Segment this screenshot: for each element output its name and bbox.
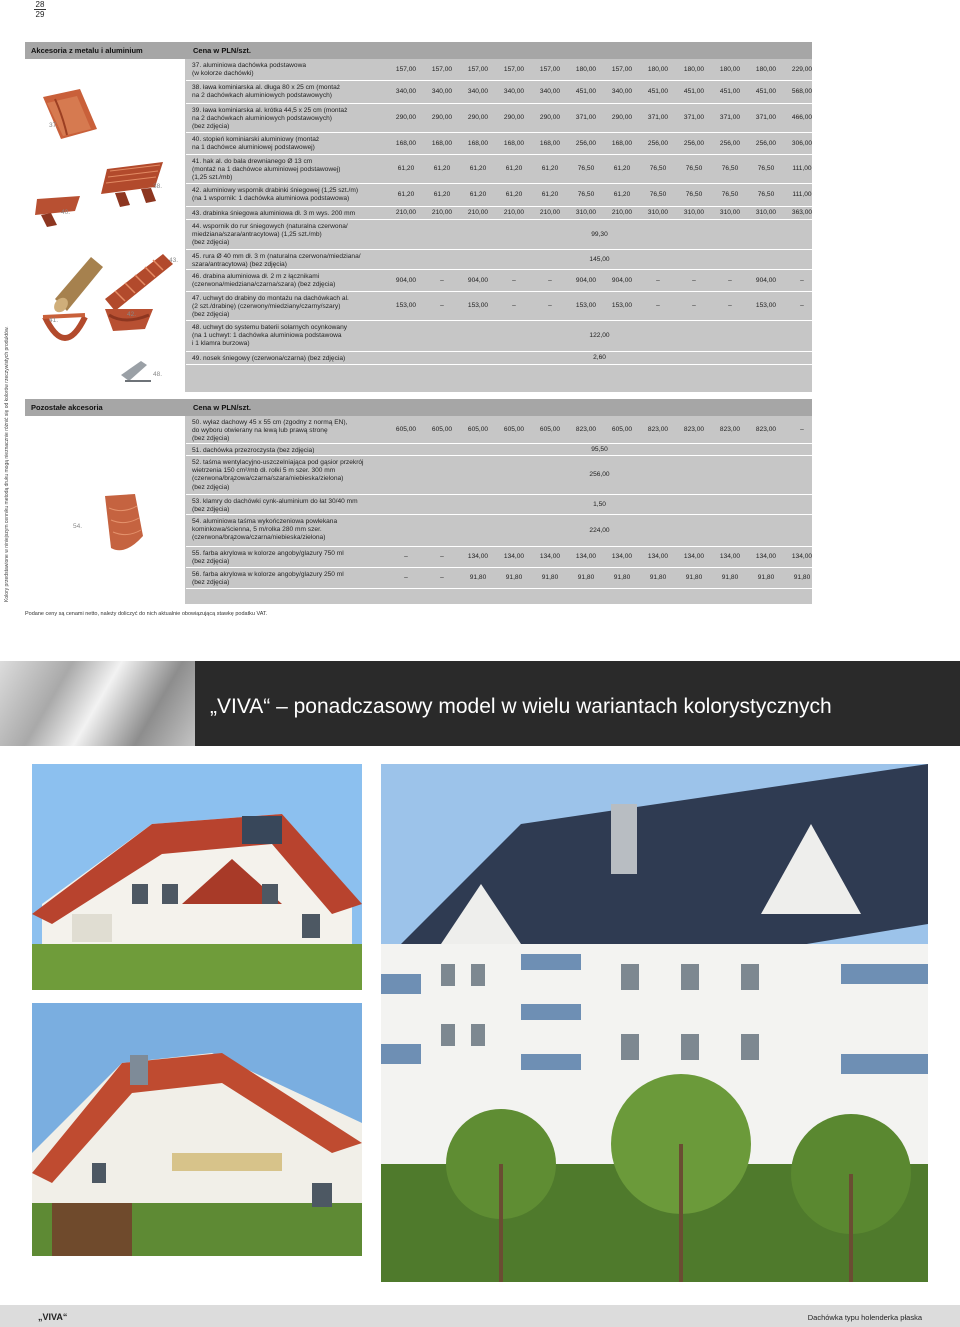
price-cell: 76,50 xyxy=(649,191,667,198)
image-label-37: 37. xyxy=(49,122,59,129)
product-description: 46. drabina aluminiowa dł. 2 m z łącznikami (czerwona/miedziana/czarna/szara) (bez zdjęcia) xyxy=(192,273,336,289)
image-label-48: 48. xyxy=(153,371,163,378)
table-row xyxy=(25,104,812,132)
price-values xyxy=(388,416,811,443)
price-cell: 61,20 xyxy=(397,191,415,198)
other-accessories-table xyxy=(25,399,812,604)
price-cell: 61,20 xyxy=(397,165,415,172)
price-cell: 134,00 xyxy=(467,553,489,560)
price-cell: 340,00 xyxy=(467,88,489,95)
price-cell: 76,50 xyxy=(721,191,739,198)
price-cell: 76,50 xyxy=(757,165,775,172)
price-cell: 168,00 xyxy=(395,140,417,147)
price-cell: 153,00 xyxy=(611,302,633,309)
table-row xyxy=(25,515,812,546)
table-row xyxy=(25,81,812,103)
price-cell: 168,00 xyxy=(431,140,453,147)
price-cell: 340,00 xyxy=(395,88,417,95)
metal-accessories-table xyxy=(25,42,812,392)
banner-title: „VIVA“ – ponadczasowy model w wielu wariantach kolorystycznych xyxy=(210,695,832,718)
price-note: Podane ceny są cenami netto, należy doliczyć do nich aktualnie obowiązującą stawkę podatku VAT. xyxy=(25,611,268,617)
price-cell: 290,00 xyxy=(503,114,525,121)
price-values xyxy=(388,207,811,219)
model-banner xyxy=(0,661,960,746)
price-cell: 605,00 xyxy=(395,426,417,433)
product-description: 39. ława kominiarska al. krótka 44,5 x 25 cm (montaż na 2 dachówkach aluminiowych podstawowych) (bez zdjęcia) xyxy=(192,107,348,131)
table-row xyxy=(25,568,812,588)
price-cell: – xyxy=(440,553,444,560)
price-values xyxy=(388,352,811,364)
price-cell: 134,00 xyxy=(647,553,669,560)
product-description: 55. farba akrylowa w kolorze angoby/glazury 750 ml (bez zdjęcia) xyxy=(192,550,344,566)
price-cell: 904,00 xyxy=(575,277,597,284)
price-cell: 363,00 xyxy=(791,209,813,216)
price-cell: 290,00 xyxy=(539,114,561,121)
price-cell: 153,00 xyxy=(575,302,597,309)
price-cell: 210,00 xyxy=(431,209,453,216)
price-cell: 76,50 xyxy=(649,165,667,172)
price-cell: 61,20 xyxy=(505,165,523,172)
price-cell: 210,00 xyxy=(611,209,633,216)
price-cell: 91,80 xyxy=(577,574,595,581)
table-row xyxy=(25,207,812,219)
table-row xyxy=(25,495,812,514)
price-cell: 76,50 xyxy=(577,191,595,198)
price-cell: 91,80 xyxy=(613,574,631,581)
price-cell: 605,00 xyxy=(467,426,489,433)
price-cell: 76,50 xyxy=(577,165,595,172)
price-cell: – xyxy=(548,277,552,284)
price-cell: 76,50 xyxy=(757,191,775,198)
price-cell: – xyxy=(440,574,444,581)
price-cell: 134,00 xyxy=(539,553,561,560)
table-row xyxy=(25,352,812,364)
price-cell: – xyxy=(548,302,552,309)
solar-holder-image xyxy=(121,361,151,381)
price-values xyxy=(388,568,811,588)
price-cell: 157,00 xyxy=(611,66,633,73)
product-description: 52. taśma wentylacyjno-uszczelniająca pod gąsior przekrój wietrzenia 150 cm²/mb dł. rolki 5 m szer. 300 mm (czerwona/brązowa/czarna/szara/niebieska/zielona) (bez zdjęcia) xyxy=(192,459,364,491)
price-cell: 153,00 xyxy=(395,302,417,309)
price-cell: 76,50 xyxy=(685,165,703,172)
table-row xyxy=(25,250,812,269)
price-cell: – xyxy=(404,553,408,560)
price-cell: – xyxy=(728,302,732,309)
price-values xyxy=(388,444,811,455)
price-values xyxy=(388,220,811,249)
price-cell: 823,00 xyxy=(647,426,669,433)
price-cell: 91,80 xyxy=(541,574,559,581)
price-cell: 371,00 xyxy=(683,114,705,121)
product-description: 44. wspornik do rur śniegowych (naturalna czerwona/ miedziana/szara/antracytowa) (1,25 szt./mb) (bez zdjęcia) xyxy=(192,223,348,247)
price-cell: – xyxy=(512,277,516,284)
price-cell: 61,20 xyxy=(541,191,559,198)
product-description: 40. stopień kominiarski aluminiowy (montaż na 1 dachówce aluminiowej podstawowej) xyxy=(192,136,320,152)
price-values xyxy=(388,104,811,132)
price-cell: – xyxy=(512,302,516,309)
price-cell: 157,00 xyxy=(539,66,561,73)
price-cell: 180,00 xyxy=(575,66,597,73)
price-cell: – xyxy=(440,302,444,309)
footer-product-type: Dachówka typu holenderka płaska xyxy=(807,1313,922,1322)
price-cell: 605,00 xyxy=(503,426,525,433)
price-values xyxy=(388,155,811,183)
price-cell: 134,00 xyxy=(755,553,777,560)
price-values xyxy=(388,456,811,494)
table-row xyxy=(25,184,812,206)
price-cell: 61,20 xyxy=(433,165,451,172)
image-label-54: 54. xyxy=(73,523,83,530)
page-footer xyxy=(0,1305,960,1327)
table-row xyxy=(25,270,812,291)
image-label-40: 40. xyxy=(61,209,71,216)
price-cell: 111,00 xyxy=(792,165,812,172)
price-cell: 823,00 xyxy=(719,426,741,433)
product-description: 48. uchwyt do systemu baterii solarnych ocynkowany (na 1 uchwyt: 1 dachówka aluminiowa podstawowa i 1 klamra burzowa) xyxy=(192,324,348,348)
price-cell: 823,00 xyxy=(755,426,777,433)
metal-sheet-image xyxy=(0,661,195,746)
price-cell: 310,00 xyxy=(755,209,777,216)
price-cell: 371,00 xyxy=(575,114,597,121)
price-values xyxy=(388,321,811,351)
other-section-title: Pozostałe akcesoria xyxy=(31,403,103,412)
row-divider xyxy=(186,364,812,365)
price-cell: 180,00 xyxy=(755,66,777,73)
price-cell: 134,00 xyxy=(683,553,705,560)
price-cell: 76,50 xyxy=(685,191,703,198)
price-cell: 605,00 xyxy=(539,426,561,433)
price-cell: 134,00 xyxy=(719,553,741,560)
price-values xyxy=(388,547,811,567)
price-cell: 61,20 xyxy=(469,165,487,172)
table-row xyxy=(25,220,812,249)
price-cell: 157,00 xyxy=(431,66,453,73)
price-cell: 91,80 xyxy=(793,574,811,581)
price-cell: 134,00 xyxy=(503,553,525,560)
price-cell: 904,00 xyxy=(395,277,417,284)
price-cell: 605,00 xyxy=(611,426,633,433)
table-row xyxy=(25,155,812,183)
product-description: 54. aluminiowa taśma wykończeniowa powlekana kominkowa/ścienna, 5 m/rolka 280 mm szer. (czerwona/brązowa/czarna/niebieska/zielona) xyxy=(192,518,338,542)
price-cell: – xyxy=(404,574,408,581)
photo-house-red-roof xyxy=(32,764,362,990)
product-description: 49. nosek śniegowy (czerwona/czarna) (bez zdjęcia) xyxy=(192,355,346,362)
product-description: 45. rura Ø 40 mm dł. 3 m (naturalna czerwona/miedziana/ szara/antracytowa) (bez zdjęcia) xyxy=(192,253,361,269)
price-cell: 256,00 xyxy=(683,140,705,147)
price-cell: 134,00 xyxy=(791,553,813,560)
price-cell: 111,00 xyxy=(792,191,812,198)
price-cell: 61,20 xyxy=(505,191,523,198)
price-cell-merged: 95,50 xyxy=(591,446,608,453)
price-cell: 904,00 xyxy=(467,277,489,284)
product-description: 50. wyłaz dachowy 45 x 55 cm (zgodny z normą EN), do wyboru otwierany na lewą lub prawą stronę (bez zdjęcia) xyxy=(192,419,348,443)
price-cell: 91,80 xyxy=(685,574,703,581)
price-cell-merged: 122,00 xyxy=(589,332,610,339)
price-cell: 180,00 xyxy=(683,66,705,73)
table-row xyxy=(25,547,812,567)
price-values xyxy=(388,270,811,291)
price-cell: 371,00 xyxy=(755,114,777,121)
price-cell: 91,80 xyxy=(757,574,775,581)
price-cell: 134,00 xyxy=(611,553,633,560)
product-description: 56. farba akrylowa w kolorze angoby/glazury 250 ml (bez zdjęcia) xyxy=(192,571,344,587)
price-cell: 451,00 xyxy=(755,88,777,95)
price-values xyxy=(388,81,811,103)
price-values xyxy=(388,515,811,546)
price-cell: 180,00 xyxy=(719,66,741,73)
price-values xyxy=(388,133,811,154)
image-label-41: 41. xyxy=(49,317,59,324)
product-description: 38. ława kominiarska al. długa 80 x 25 cm (montaż na 2 dachówkach aluminiowych podstawowych) xyxy=(192,84,341,100)
price-cell: 91,80 xyxy=(649,574,667,581)
price-cell: 371,00 xyxy=(719,114,741,121)
price-cell: 153,00 xyxy=(755,302,777,309)
price-cell: – xyxy=(800,277,804,284)
price-cell: 76,50 xyxy=(721,165,739,172)
price-cell: 61,20 xyxy=(613,191,631,198)
price-cell: – xyxy=(728,277,732,284)
price-cell: 340,00 xyxy=(539,88,561,95)
price-cell: 168,00 xyxy=(467,140,489,147)
price-cell: 568,00 xyxy=(791,88,813,95)
price-cell: 61,20 xyxy=(433,191,451,198)
price-cell-merged: 145,00 xyxy=(589,256,610,263)
table-row xyxy=(25,416,812,443)
price-cell: 451,00 xyxy=(647,88,669,95)
price-cell: 134,00 xyxy=(575,553,597,560)
page-number-left: 28 xyxy=(35,0,45,9)
price-cell: 340,00 xyxy=(503,88,525,95)
price-cell: 371,00 xyxy=(647,114,669,121)
price-cell: 256,00 xyxy=(575,140,597,147)
price-cell: – xyxy=(656,302,660,309)
page-number-right: 29 xyxy=(35,10,45,19)
product-description: 42. aluminiowy wspornik drabinki śniegowej (1,25 szt./m) (na 1 wspornik: 1 dachówka aluminiowa podstawowa) xyxy=(192,187,359,203)
product-description: 37. aluminiowa dachówka podstawowa (w kolorze dachówki) xyxy=(192,62,306,78)
price-cell: 210,00 xyxy=(395,209,417,216)
price-cell: – xyxy=(440,277,444,284)
price-cell: 91,80 xyxy=(469,574,487,581)
table-row xyxy=(25,133,812,154)
product-description: 53. klamry do dachówki cynk-aluminium do łat 30/40 mm (bez zdjęcia) xyxy=(192,498,358,514)
metal-section-title: Akcesoria z metalu i aluminium xyxy=(31,46,143,55)
price-values xyxy=(388,184,811,206)
price-cell-merged: 99,30 xyxy=(591,231,608,238)
table-row xyxy=(25,444,812,455)
price-cell: 306,00 xyxy=(791,140,813,147)
price-cell: 168,00 xyxy=(503,140,525,147)
price-cell: – xyxy=(692,302,696,309)
price-cell: 210,00 xyxy=(539,209,561,216)
price-cell: 451,00 xyxy=(575,88,597,95)
table-row xyxy=(25,59,812,80)
price-cell: 451,00 xyxy=(719,88,741,95)
price-cell: – xyxy=(692,277,696,284)
product-description: 51. dachówka przezroczysta (bez zdjęcia) xyxy=(192,447,315,454)
price-cell: 256,00 xyxy=(647,140,669,147)
price-cell: 153,00 xyxy=(467,302,489,309)
price-cell: 823,00 xyxy=(575,426,597,433)
footer-model-name: „VIVA“ xyxy=(38,1312,68,1322)
price-cell: 61,20 xyxy=(469,191,487,198)
table-row xyxy=(25,321,812,351)
table-row xyxy=(25,456,812,494)
photo-house-balcony xyxy=(32,1003,362,1256)
price-cell: 180,00 xyxy=(647,66,669,73)
price-cell: 210,00 xyxy=(503,209,525,216)
other-table-header xyxy=(25,399,812,416)
price-cell: 210,00 xyxy=(467,209,489,216)
page-numbers xyxy=(34,0,46,19)
price-cell: 168,00 xyxy=(539,140,561,147)
price-cell: 61,20 xyxy=(541,165,559,172)
price-cell: 91,80 xyxy=(505,574,523,581)
price-values xyxy=(388,250,811,269)
price-cell: 91,80 xyxy=(721,574,739,581)
product-description: 47. uchwyt do drabiny do montażu na dachówkach al. (2 szt./drabinę) (czerwony/miedziany/czarny/szary) (bez zdjęcia) xyxy=(192,295,349,319)
price-cell-merged: 224,00 xyxy=(589,527,610,534)
price-cell: – xyxy=(800,302,804,309)
price-values xyxy=(388,59,811,80)
metal-table-header xyxy=(25,42,812,59)
price-cell: 904,00 xyxy=(611,277,633,284)
price-cell: 290,00 xyxy=(467,114,489,121)
price-cell: 157,00 xyxy=(503,66,525,73)
photo-apartment-blue-roof xyxy=(381,764,928,1282)
product-description: 43. drabinka śniegowa aluminiowa dł. 3 m wys. 200 mm xyxy=(192,210,356,217)
price-cell: 310,00 xyxy=(719,209,741,216)
price-cell: 340,00 xyxy=(431,88,453,95)
image-label-38: 38. xyxy=(153,183,163,190)
price-cell: 290,00 xyxy=(611,114,633,121)
price-cell: – xyxy=(800,426,804,433)
price-cell: 256,00 xyxy=(755,140,777,147)
price-cell: 605,00 xyxy=(431,426,453,433)
price-cell: 310,00 xyxy=(647,209,669,216)
price-cell: 290,00 xyxy=(431,114,453,121)
metal-price-header: Cena w PLN/szt. xyxy=(193,46,251,55)
price-cell: 168,00 xyxy=(611,140,633,147)
price-cell: 823,00 xyxy=(683,426,705,433)
side-note: Kolory przedstawione w niniejszym cenniku metodą druku mogą nieznacznie różnić się od kolorów rzeczywistych produktów. xyxy=(4,326,10,602)
price-cell: 466,00 xyxy=(791,114,813,121)
price-cell: 229,00 xyxy=(791,66,813,73)
price-cell-merged: 2,60 xyxy=(593,354,606,361)
row-divider xyxy=(186,588,812,589)
price-cell: 157,00 xyxy=(395,66,417,73)
price-cell: 340,00 xyxy=(611,88,633,95)
image-label-42: 42. xyxy=(127,311,137,318)
price-cell-merged: 256,00 xyxy=(589,471,610,478)
price-cell: 310,00 xyxy=(575,209,597,216)
price-cell-merged: 1,50 xyxy=(593,501,606,508)
other-price-header: Cena w PLN/szt. xyxy=(193,403,251,412)
price-cell: 61,20 xyxy=(613,165,631,172)
product-description: 41. hak al. do bala drewnianego Ø 13 cm (montaż na 1 dachówce aluminiowej podstawowej) (1,25 szt./mb) xyxy=(192,158,341,182)
price-cell: 451,00 xyxy=(683,88,705,95)
price-cell: 256,00 xyxy=(719,140,741,147)
price-cell: 904,00 xyxy=(755,277,777,284)
price-cell: – xyxy=(656,277,660,284)
price-values xyxy=(388,495,811,514)
price-cell: 310,00 xyxy=(683,209,705,216)
price-cell: 157,00 xyxy=(467,66,489,73)
image-label-43: 43. xyxy=(169,257,179,264)
price-values xyxy=(388,292,811,320)
table-row xyxy=(25,292,812,320)
price-cell: 290,00 xyxy=(395,114,417,121)
